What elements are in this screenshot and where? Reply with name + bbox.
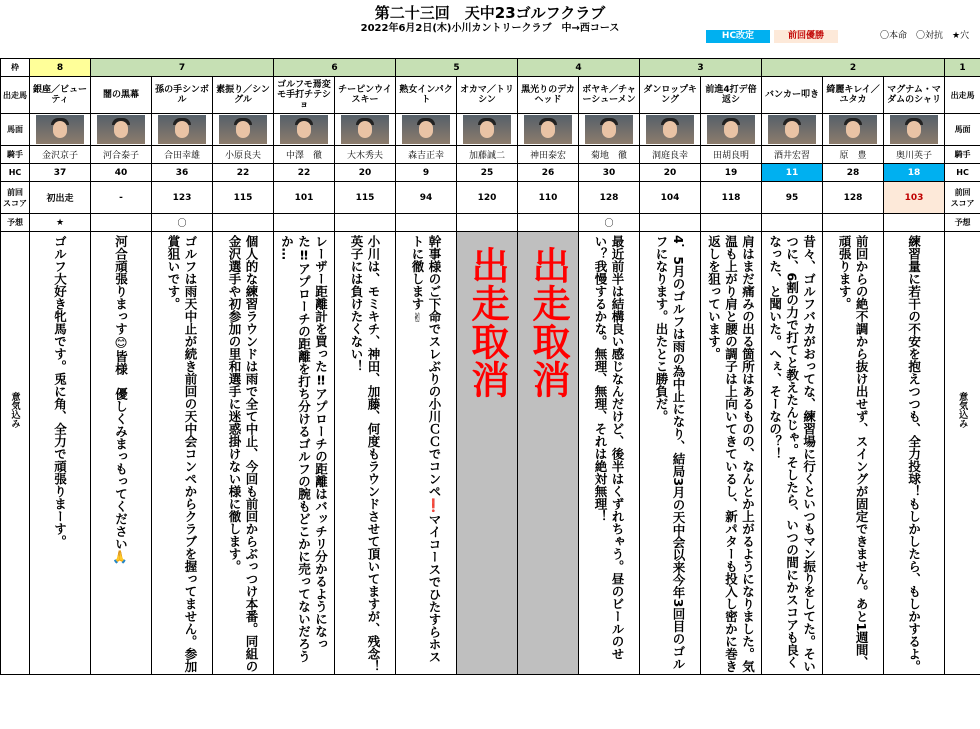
- horse-name: バンカー叩き: [762, 77, 823, 114]
- prev-score-value: 110: [518, 182, 579, 214]
- prediction-mark: [518, 214, 579, 232]
- waku-cell: 4: [518, 59, 640, 77]
- comment-cell: [335, 232, 396, 675]
- comment-cell: [579, 232, 640, 675]
- comment-text: 小川は、モミキチ、神田、加藤、何度もラウンドさせて頂いてますが、残念！英子には負けたくない！: [349, 235, 381, 673]
- comment-text: 肩はまだ痛みの出る箇所はあるものの、なんとか上がるようになりました。気温も上がり肩と腰の調子は上向いてきているし、新パターも投入し密かに巻き返しを狙っています。: [706, 235, 756, 673]
- face-shape: [419, 121, 433, 138]
- prediction-mark: [884, 214, 945, 232]
- comment-text: 練習量に若干の不安を抱えつつも、全力投球！もしかしたら、もしかするよ。: [906, 235, 922, 673]
- handicap-value: 22: [213, 164, 274, 182]
- comment-cell: [884, 232, 945, 675]
- handicap-value: 11: [762, 164, 823, 182]
- row-label-text: 意気込み: [957, 392, 968, 428]
- row-label-photo: 馬面: [1, 114, 30, 146]
- row-label-hc: HC: [945, 164, 980, 182]
- page-subtitle: 2022年6月2日(木)小川カントリークラブ 中→西コース: [360, 23, 620, 34]
- row-label-pred: 予想: [1, 214, 30, 232]
- header: [0, 0, 980, 58]
- jockey-photo: [707, 115, 755, 144]
- handicap-value: 9: [396, 164, 457, 182]
- photo-cell: [701, 114, 762, 146]
- handicap-value: 40: [91, 164, 152, 182]
- waku-row: [1, 59, 980, 77]
- handicap-value: 36: [152, 164, 213, 182]
- jockey-name: 小原良夫: [213, 146, 274, 164]
- photo-cell: [884, 114, 945, 146]
- waku-cell: 5: [396, 59, 518, 77]
- face-shape: [358, 121, 372, 138]
- prediction-mark: 〇: [579, 214, 640, 232]
- jockey-name: 酒井宏習: [762, 146, 823, 164]
- photo-cell: [579, 114, 640, 146]
- waku-cell: 1: [945, 59, 980, 77]
- handicap-value: 20: [640, 164, 701, 182]
- prev-score-value: 115: [213, 182, 274, 214]
- comment-cell: [152, 232, 213, 675]
- handicap-value: 25: [457, 164, 518, 182]
- waku-cell: 2: [762, 59, 945, 77]
- prediction-mark: 〇: [152, 214, 213, 232]
- handicap-value: 30: [579, 164, 640, 182]
- waku-cell: 3: [640, 59, 762, 77]
- comment-text: ゴルフ大好き牝馬です。兎に角、全力で頑張りまーす。: [52, 235, 68, 548]
- face-shape: [297, 121, 311, 138]
- prediction-mark: [640, 214, 701, 232]
- face-shape: [236, 121, 250, 138]
- handicap-value: 18: [884, 164, 945, 182]
- photo-cell: [762, 114, 823, 146]
- prediction-mark: [213, 214, 274, 232]
- prev-score-value: 118: [701, 182, 762, 214]
- jockey-photo: [97, 115, 145, 144]
- horse-name: チーピンウイスキー: [335, 77, 396, 114]
- prediction-mark: ★: [30, 214, 91, 232]
- horse-name: 熟女インパクト: [396, 77, 457, 114]
- prediction-mark: [701, 214, 762, 232]
- comment-text: 昔々、ゴルフバカがおってな、練習場に行くといつもマン振りをしてた。そいつに、6割の力で打てと教えたんじゃ。そしたら、いつの間にかスコアも良くなった、と聞いた。へぇ、そーなの？！: [767, 235, 817, 673]
- page-title: 第二十三回 天中23ゴルフクラブ: [374, 4, 606, 22]
- jockey-name: 原 豊: [823, 146, 884, 164]
- comment-row: [1, 232, 980, 675]
- comment-text: 前回からの絶不調から抜け出せず、スイングが固定できません。あと1週間、頑張ります。: [837, 235, 870, 669]
- photo-cell: [274, 114, 335, 146]
- row-label-pred: 予想: [945, 214, 980, 232]
- jockey-name: 洞庭良幸: [640, 146, 701, 164]
- handicap-value: 20: [335, 164, 396, 182]
- jockey-photo: [585, 115, 633, 144]
- face-shape: [846, 121, 860, 138]
- face-shape: [541, 121, 555, 138]
- jockey-photo: [768, 115, 816, 144]
- jockey-photo: [280, 115, 328, 144]
- photo-row: [1, 114, 980, 146]
- legend-prev-badge: 前回優勝: [774, 30, 838, 43]
- prev-score-value: 初出走: [30, 182, 91, 214]
- prediction-mark: [396, 214, 457, 232]
- scratch-box: [457, 232, 517, 674]
- horse-name: 前進4打デ倍返シ: [701, 77, 762, 114]
- photo-cell: [457, 114, 518, 146]
- comment-text: レーザー距離計を買った‼アプローチの距離はバッチリ分かるようになった‼アプローチの距離を打ち分けるゴルフの腕もどこかに売ってないだろうか…: [279, 235, 329, 663]
- row-label-prev: 前回 スコア: [945, 182, 980, 214]
- comment-text: 幹事様のご下命でスレぶりの小川ＣＣでコンペ❗マイコースでひたすらホストに徹します✌: [410, 235, 443, 663]
- jockey-photo: [219, 115, 267, 144]
- comment-cell: [396, 232, 457, 675]
- jockey-name: 合田幸雄: [152, 146, 213, 164]
- scratch-text: 出走取消: [465, 246, 510, 398]
- prev-score-value: 103: [884, 182, 945, 214]
- prev-score-value: 94: [396, 182, 457, 214]
- handicap-value: 22: [274, 164, 335, 182]
- jockey-name: 森吉正幸: [396, 146, 457, 164]
- waku-cell: 6: [274, 59, 396, 77]
- face-shape: [663, 121, 677, 138]
- row-label-hc: HC: [1, 164, 30, 182]
- comment-cell: [518, 232, 579, 675]
- race-card-table: [0, 58, 980, 675]
- horse-name: 黒光りのデカヘッド: [518, 77, 579, 114]
- row-label-photo: 馬面: [945, 114, 980, 146]
- comment-text: 河合頑張りまっす😊皆様 優しくみまっもってください🙏: [113, 235, 129, 566]
- waku-cell: 8: [30, 59, 91, 77]
- prev-score-value: 104: [640, 182, 701, 214]
- prediction-mark: [457, 214, 518, 232]
- horse-name: 闇の黒幕: [91, 77, 152, 114]
- handicap-value: 26: [518, 164, 579, 182]
- jockey-photo: [829, 115, 877, 144]
- horse-name: 銀座／ビューティ: [30, 77, 91, 114]
- jockey-photo: [524, 115, 572, 144]
- comment-cell: [701, 232, 762, 675]
- jockey-photo: [158, 115, 206, 144]
- face-shape: [114, 121, 128, 138]
- comment-cell: [91, 232, 152, 675]
- jockey-name: 奥川英子: [884, 146, 945, 164]
- legend-hc-badge: HC改定: [706, 30, 770, 43]
- face-shape: [602, 121, 616, 138]
- face-shape: [480, 121, 494, 138]
- photo-cell: [152, 114, 213, 146]
- comment-cell: [762, 232, 823, 675]
- jockey-name: 菊地 徹: [579, 146, 640, 164]
- comment-cell: [274, 232, 335, 675]
- row-label-comment: [1, 232, 30, 675]
- jockey-photo: [36, 115, 84, 144]
- row-label-jockey: 騎手: [945, 146, 980, 164]
- horse-name: マグナム・マダムのシャリ: [884, 77, 945, 114]
- photo-cell: [213, 114, 274, 146]
- prediction-mark: [91, 214, 152, 232]
- row-label-comment: [945, 232, 980, 675]
- comment-text: 4．5月のゴルフは雨の為中止になり、結局3月の天中会以来今年3回目のゴルフになります。出たとこ勝負だ。: [654, 235, 687, 670]
- row-label-horse: 出走馬: [1, 77, 30, 114]
- row-label-text: 意気込み: [9, 392, 20, 428]
- jockey-name: 河合泰子: [91, 146, 152, 164]
- hc-row: [1, 164, 980, 182]
- horse-name: ダンロップキング: [640, 77, 701, 114]
- prev-score-value: 128: [579, 182, 640, 214]
- horse-name: 綺麗キレイ／ユタカ: [823, 77, 884, 114]
- prev-score-row: [1, 182, 980, 214]
- prev-score-value: -: [91, 182, 152, 214]
- photo-cell: [640, 114, 701, 146]
- prediction-row: [1, 214, 980, 232]
- photo-cell: [518, 114, 579, 146]
- photo-cell: [396, 114, 457, 146]
- prev-score-value: 101: [274, 182, 335, 214]
- prev-score-value: 115: [335, 182, 396, 214]
- comment-text: 個人的な練習ラウンドは雨で全て中止、今回も前回からぶっつけ本番。同組の金沢選手や初参加の里和選手に迷惑掛けない様に徹します。: [227, 235, 259, 673]
- jockey-photo: [402, 115, 450, 144]
- comment-cell: [30, 232, 91, 675]
- horse-name: 素振り／シングル: [213, 77, 274, 114]
- jockey-photo: [463, 115, 511, 144]
- jockey-name: 大木秀夫: [335, 146, 396, 164]
- prev-score-value: 120: [457, 182, 518, 214]
- waku-cell: 7: [91, 59, 274, 77]
- prev-score-value: 128: [823, 182, 884, 214]
- jockey-photo: [341, 115, 389, 144]
- photo-cell: [91, 114, 152, 146]
- prev-score-value: 123: [152, 182, 213, 214]
- prediction-mark: [823, 214, 884, 232]
- face-shape: [175, 121, 189, 138]
- horse-row: [1, 77, 980, 114]
- jockey-name: 田胡良明: [701, 146, 762, 164]
- jockey-photo: [646, 115, 694, 144]
- prev-score-value: 95: [762, 182, 823, 214]
- jockey-name: 中澤 徹: [274, 146, 335, 164]
- row-label-waku: 枠: [1, 59, 30, 77]
- comment-cell: [213, 232, 274, 675]
- face-shape: [907, 121, 921, 138]
- horse-name: ボヤキ／チャーシューメン: [579, 77, 640, 114]
- row-label-jockey: 騎手: [1, 146, 30, 164]
- horse-name: オカマ／トリシン: [457, 77, 518, 114]
- jockey-name: 神田泰宏: [518, 146, 579, 164]
- prediction-mark: [762, 214, 823, 232]
- legend-marks: 〇本命 〇対抗 ★穴: [880, 31, 970, 41]
- jockey-name: 金沢京子: [30, 146, 91, 164]
- prediction-mark: [335, 214, 396, 232]
- photo-cell: [823, 114, 884, 146]
- comment-cell: [457, 232, 518, 675]
- jockey-photo: [890, 115, 938, 144]
- jockey-name: 加藤誠二: [457, 146, 518, 164]
- handicap-value: 37: [30, 164, 91, 182]
- scratch-box: [518, 232, 578, 674]
- handicap-value: 28: [823, 164, 884, 182]
- face-shape: [785, 121, 799, 138]
- photo-cell: [30, 114, 91, 146]
- horse-name: ゴルフモ焉変モ手打チテショ: [274, 77, 335, 114]
- comment-cell: [640, 232, 701, 675]
- prediction-mark: [274, 214, 335, 232]
- jockey-row: [1, 146, 980, 164]
- row-label-horse: 出走馬: [945, 77, 980, 114]
- comment-text: ゴルフは雨天中止が続き前回の天中会コンペからクラブを握ってません。参加賞狙いです。: [166, 235, 198, 673]
- horse-name: 孫の手シンボル: [152, 77, 213, 114]
- face-shape: [53, 121, 67, 138]
- photo-cell: [335, 114, 396, 146]
- scratch-text: 出走取消: [526, 246, 571, 398]
- face-shape: [724, 121, 738, 138]
- handicap-value: 19: [701, 164, 762, 182]
- row-label-prev: 前回 スコア: [1, 182, 30, 214]
- comment-text: 最近前半は結構良い感じなんだけど、後半はくずれちゃう。昼のビールのせい？我慢するかな。無理、無理、それは絶対無理！: [593, 235, 626, 660]
- comment-cell: [823, 232, 884, 675]
